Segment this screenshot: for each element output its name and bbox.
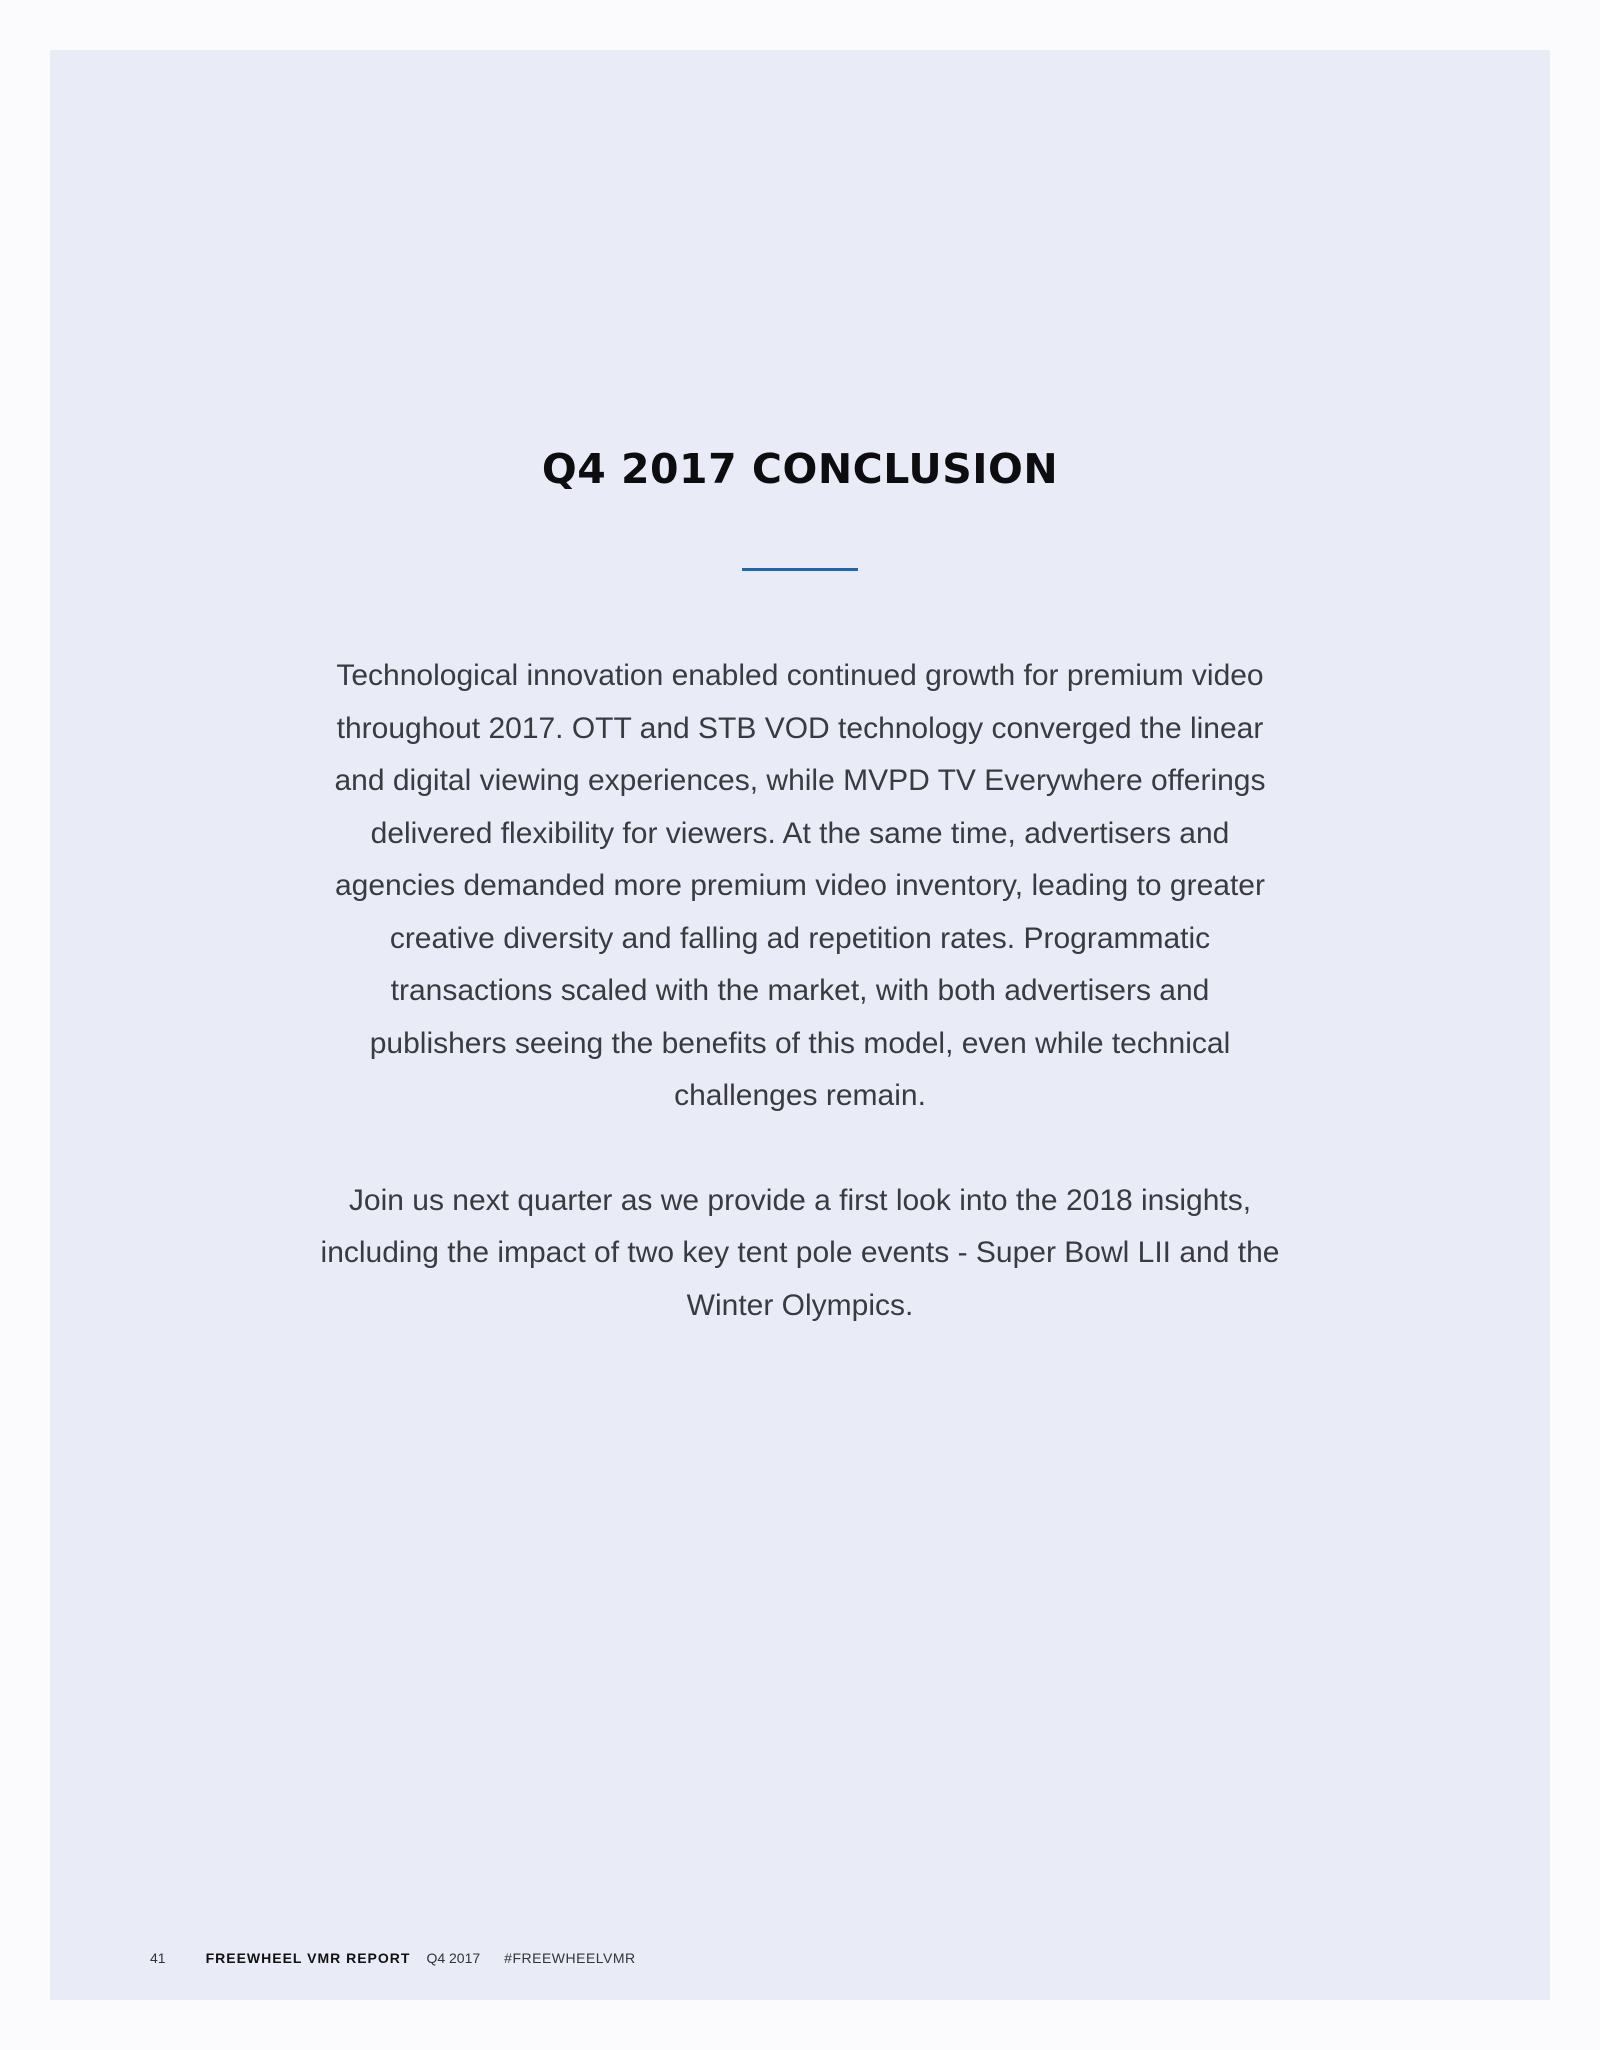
page-number: 41 <box>150 1950 166 1966</box>
next-quarter-paragraph: Join us next quarter as we provide a first look into the 2018 insights, including the impact of two key tent pole events - Super Bowl LII and the Winter Olympics. <box>320 1183 1280 1322</box>
report-hashtag: #FREEWHEELVMR <box>504 1950 636 1966</box>
conclusion-paragraph: Technological innovation enabled continued growth for premium video throughout 2017. OTT and STB VOD technology converged the linear and digital viewing experiences, while MVPD TV Everywhere offerings delivered flexibility for viewers. At the same time, advertisers and agencies demanded more premium video inventory, leading to greater creative diversity and falling ad repetition rates. Programmatic transactions scaled with the market, with both advertisers and publishers seeing the benefits of this model, even while technical challenges remain. <box>334 659 1266 1112</box>
page-title: Q4 2017 CONCLUSION <box>541 445 1059 493</box>
report-name: FREEWHEEL VMR REPORT <box>205 1950 411 1966</box>
report-issue: Q4 2017 <box>426 1950 481 1966</box>
page-footer <box>150 1950 636 1966</box>
conclusion-body <box>320 650 1280 1332</box>
page-panel <box>50 50 1550 2000</box>
title-divider <box>742 568 858 571</box>
